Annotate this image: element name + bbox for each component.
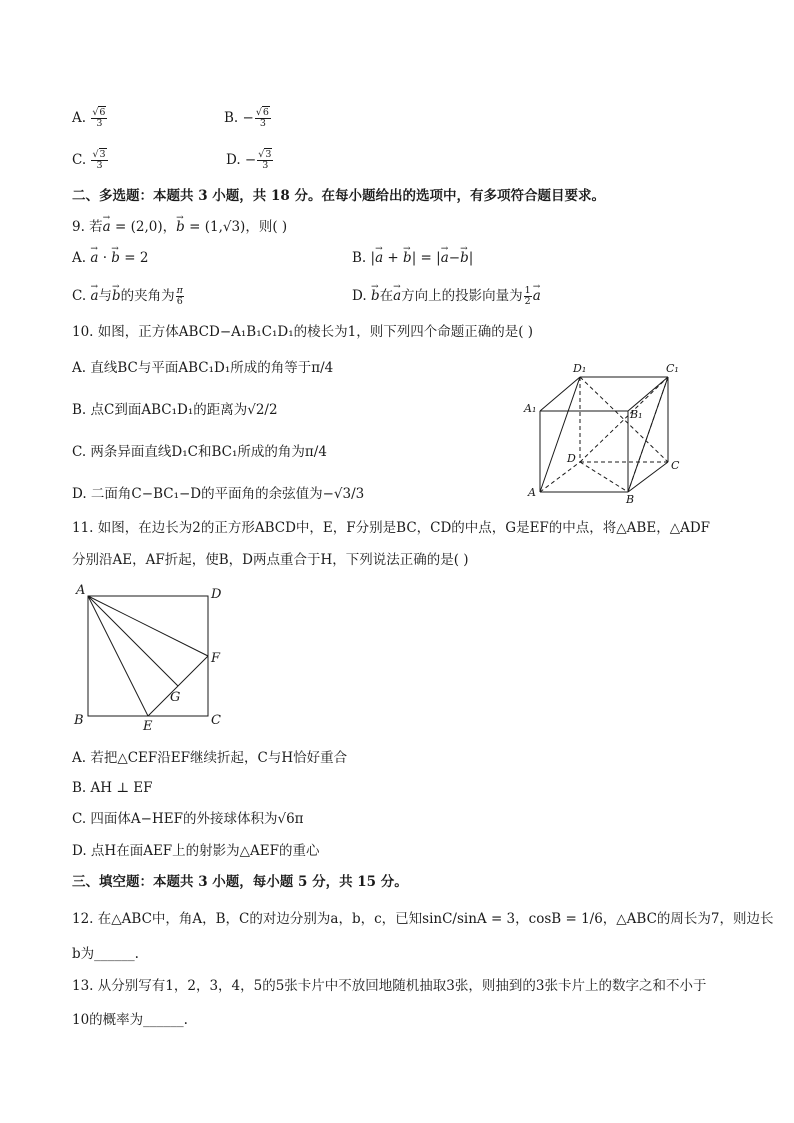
q11-stem-line2: 分别沿AE，AF折起，使B，D两点重合于H，下列说法正确的是( ) — [72, 552, 469, 568]
square-label-e: E — [143, 719, 153, 732]
square-label-b: B — [74, 713, 84, 728]
q8-c-value: $\frac{√3}{3}$ — [92, 149, 106, 171]
q13-line1: 13. 从分别写有1，2，3，4，5的5张卡片中不放回地随机抽取3张，则抽到的3张卡片上的数字之和不小于 — [72, 978, 707, 994]
q10-option-b: B. 点C到面ABC₁D₁的距离为√2/2 — [72, 402, 278, 418]
q11-option-a: A. 若把△CEF沿EF继续折起，C与H恰好重合 — [72, 750, 348, 766]
q12-line2: b为______. — [72, 946, 139, 962]
cube-label-a: A — [528, 486, 536, 499]
cube-label-d1: D₁ — [573, 362, 587, 375]
q10-stem: 10. 如图，正方体ABCD−A₁B₁C₁D₁的棱长为1，则下列四个命题正确的是( ) — [72, 324, 534, 340]
option-label: C. — [72, 152, 87, 168]
q13-line2: 10的概率为______. — [72, 1012, 188, 1028]
q8-b-value: $\frac{√6}{3}$ — [255, 107, 269, 129]
q8-a-value: $\frac{√6}{3}$ — [92, 107, 106, 129]
q8-option-a — [72, 108, 108, 129]
q8-d-value: $\frac{√3}{3}$ — [258, 149, 272, 171]
square-label-d: D — [211, 587, 222, 602]
q10-option-d: D. 二面角C−BC₁−D的平面角的余弦值为−√3/3 — [72, 486, 365, 502]
q9-option-c: C. → a与→ b的夹角为 $\frac{\pi}{6}$ — [72, 286, 185, 307]
q11-stem-line1: 11. 如图，在边长为2的正方形ABCD中，E，F分别是BC，CD的中点，G是EF的中点，将△ABE，△ADF — [72, 520, 711, 536]
q9-option-a: A. → a · → b = 2 — [72, 248, 148, 268]
cube-figure — [518, 356, 688, 504]
q8-option-d: D. − $\frac{√3}{3}$ — [226, 149, 272, 171]
q9-a-vector: (2,0) — [130, 219, 163, 235]
q9-option-d: D. → b在→ a方向上的投影向量为 $\frac{1}{2}$ → a — [352, 286, 541, 307]
q12-line1: 12. 在△ABC中，角A，B，C的对边分别为a，b，c，已知sinC/sinA = 3，cosB = 1/6，△ABC的周长为7，则边长 — [72, 911, 774, 927]
q10-option-c: C. 两条异面直线D₁C和BC₁所成的角为π/4 — [72, 444, 327, 460]
q8-option-c — [72, 150, 109, 171]
cube-label-b1: B₁ — [630, 408, 643, 421]
square-label-f: F — [211, 651, 221, 666]
section-heading-multiple-choice: 二、多选题：本题共 3 小题，共 18 分。在每小题给出的选项中，有多项符合题目要求。 — [72, 188, 605, 204]
section-heading-fill-in: 三、填空题：本题共 3 小题，每小题 5 分，共 15 分。 — [72, 874, 408, 890]
q10-option-a: A. 直线BC与平面ABC₁D₁所成的角等于π/4 — [72, 360, 334, 376]
q11-option-b: B. AH ⊥ EF — [72, 780, 153, 796]
option-label: B. — [224, 110, 239, 126]
q9-stem: 9. 若→ a = (2,0)，→ b = (1,√3)，则( ) — [72, 217, 287, 237]
q11-option-d: D. 点H在面AEF上的射影为△AEF的重心 — [72, 843, 320, 859]
cube-label-a1: A₁ — [524, 402, 537, 415]
q9-b-vector: (1,√3) — [204, 219, 246, 235]
q8-option-b: B. − $\frac{√6}{3}$ — [224, 107, 269, 129]
option-label: A. — [72, 110, 87, 126]
square-label-a: A — [76, 583, 86, 598]
square-label-g: G — [170, 690, 181, 705]
square-label-c: C — [211, 713, 221, 728]
option-label: D. — [226, 152, 241, 168]
cube-label-d: D — [567, 452, 576, 465]
q11-option-c: C. 四面体A−HEF的外接球体积为√6π — [72, 811, 304, 827]
square-figure — [70, 582, 230, 732]
cube-label-c1: C₁ — [666, 362, 679, 375]
cube-label-b: B — [626, 493, 635, 504]
cube-label-c: C — [671, 459, 680, 472]
q9-option-b: B. |→ a + → b| = |→ a−→ b| — [352, 248, 473, 268]
